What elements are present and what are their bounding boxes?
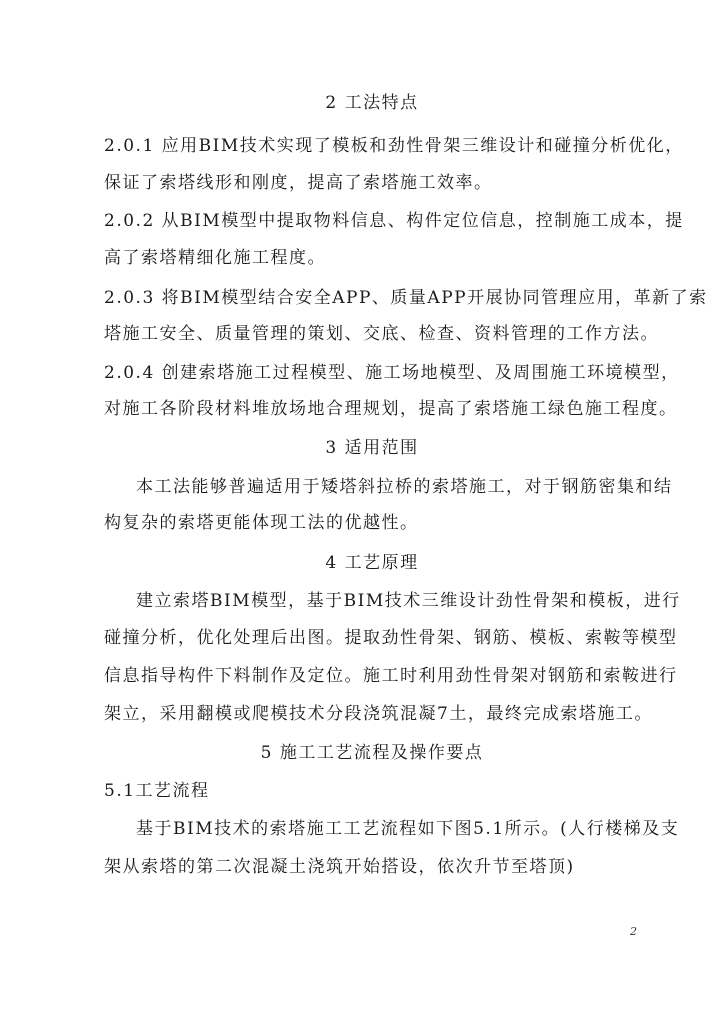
- paragraph-2-0-2-line-2: 高了索塔精细化施工程度。: [104, 248, 326, 268]
- paragraph-2-0-2-line-1: 2.0.2 从BIM模型中提取物料信息、构件定位信息，控制施工成本，提: [104, 211, 684, 231]
- section-5-heading: 5 施工工艺流程及操作要点: [260, 743, 484, 763]
- section-2-heading: 2 工法特点: [325, 93, 419, 113]
- paragraph-2-0-1-line-1: 2.0.1 应用BIM技术实现了模板和劲性骨架三维设计和碰撞分析优化，: [104, 136, 684, 156]
- section-4-line-2: 碰撞分析，优化处理后出图。提取劲性骨架、钢筋、模板、索鞍等模型: [104, 628, 678, 648]
- paragraph-2-0-4-line-1: 2.0.4 创建索塔施工过程模型、施工场地模型、及周围施工环境模型，: [104, 363, 680, 383]
- section-5-1-line-2: 架从索塔的第二次混凝土浇筑开始搭设，依次升节至塔顶): [104, 857, 575, 877]
- section-4-heading: 4 工艺原理: [325, 553, 419, 573]
- section-3-heading: 3 适用范围: [325, 438, 419, 458]
- section-5-1-line-1: 基于BIM技术的索塔施工工艺流程如下图5.1所示。(人行楼梯及支: [136, 819, 680, 839]
- section-4-line-3: 信息指导构件下料制作及定位。施工时利用劲性骨架对钢筋和索鞍进行: [104, 666, 678, 686]
- paragraph-2-0-3-line-2: 塔施工安全、质量管理的策划、交底、检查、资料管理的工作方法。: [104, 324, 659, 344]
- paragraph-2-0-3-line-1: 2.0.3 将BIM模型结合安全APP、质量APP开展协同管理应用，革新了索: [104, 288, 708, 308]
- section-4-line-4: 架立，采用翻模或爬模技术分段浇筑混凝7土，最终完成索塔施工。: [104, 704, 653, 724]
- section-4-line-1: 建立索塔BIM模型，基于BIM技术三维设计劲性骨架和模板，进行: [136, 591, 681, 611]
- section-5-1-heading: 5.1工艺流程: [104, 781, 210, 801]
- paragraph-2-0-4-line-2: 对施工各阶段材料堆放场地合理规划，提高了索塔施工绿色施工程度。: [104, 399, 678, 419]
- section-3-line-2: 构复杂的索塔更能体现工法的优越性。: [104, 513, 419, 533]
- paragraph-2-0-1-line-2: 保证了索塔线形和刚度，提高了索塔施工效率。: [104, 173, 493, 193]
- page-number: 2: [630, 925, 637, 938]
- section-3-line-1: 本工法能够普遍适用于矮塔斜拉桥的索塔施工，对于钢筋密集和结: [136, 477, 673, 497]
